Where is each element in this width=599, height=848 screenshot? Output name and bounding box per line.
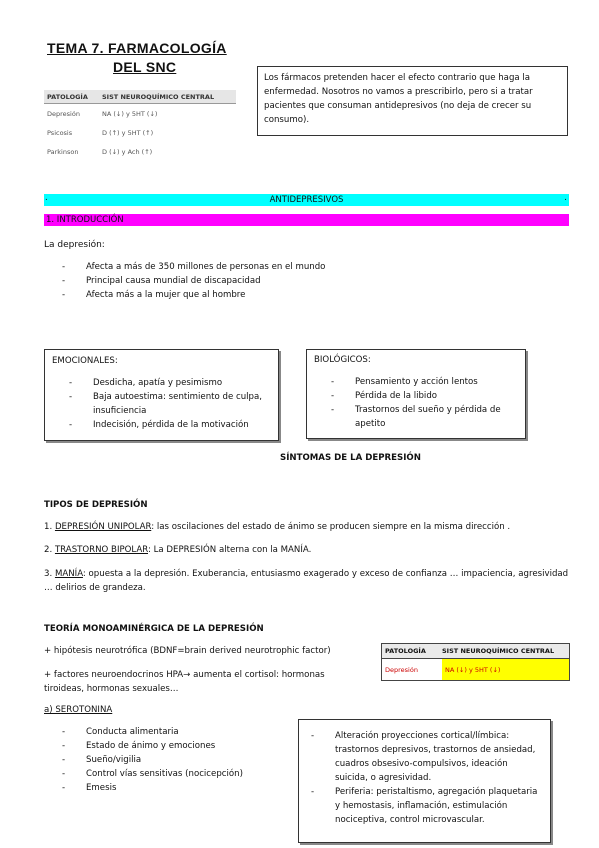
header-sistema: SIST NEUROQUÍMICO CENTRAL [442,647,555,655]
depresion-label: La depresión: [44,240,105,250]
cell-patologia: Depresión [385,665,418,674]
teoria-table [381,643,570,681]
section-bar-dot-left: . [45,193,48,203]
list-item: - Afecta a más de 350 millones de personas en el mundo [62,260,482,274]
list-item: - Periferia: peristaltismo, agregación plaquetaria y hemostasis, inflamación, estimulación nociceptiva, control microvascular. [311,785,540,827]
tipo-text: : las oscilaciones del estado de ánimo se producen siempre en la misma dirección . [151,522,511,532]
header-sistema: SIST NEUROQUÍMICO CENTRAL [102,92,215,101]
page-title-line2: DEL SNC [113,59,177,75]
patologia-table [44,90,236,161]
emocionales-box [44,349,279,441]
teoria-title: TEORÍA MONOAMINÉRGICA DE LA DEPRESIÓN [44,624,264,634]
page-title-line1: TEMA 7. FARMACOLOGÍA [47,40,227,56]
intro-note-box [257,66,568,136]
tipo-num: 1. [44,522,55,532]
teoria-line2: + factores neuroendocrinos HPA→ aumenta el cortisol: hormonas tiroideas, hormonas sexuales… [44,670,325,694]
sintomas-caption: SÍNTOMAS DE LA DEPRESIÓN [280,453,421,463]
cell-sistema: NA (↓) y 5HT (↓) [102,109,158,118]
section-bar-dot-right: . [564,193,567,203]
table-row [44,142,236,161]
list-item: - Indecisión, pérdida de la motivación [69,418,271,432]
biologicos-list [331,375,518,431]
tipo-term: DEPRESIÓN UNIPOLAR [54,522,152,532]
list-item: - Emesis [62,781,282,795]
tipo-num: 2. [44,545,55,555]
list-item: - Baja autoestima: sentimiento de culpa, insuficiencia [69,390,271,418]
list-item: - Control vías sensitivas (nocicepción) [62,767,282,781]
biologicos-title: BIOLÓGICOS: [314,355,371,365]
list-item: - Principal causa mundial de discapacidad [62,274,482,288]
biologicos-box [306,349,526,439]
tipo-term: TRASTORNO BIPOLAR [54,545,148,555]
list-item: - Trastornos del sueño y pérdida de apetito [331,403,518,431]
tipo-mania [44,567,574,595]
tipo-bipolar [44,545,574,555]
list-item: - Desdicha, apatía y pesimismo [69,376,271,390]
tipo-unipolar [44,522,574,532]
cell-patologia: Psicosis [47,128,73,137]
teoria-table-header [382,644,569,659]
cell-sistema: D (↑) y 5HT (↑) [102,128,154,137]
teoria-line1: + hipótesis neurotrófica (BDNF=brain derived neurotrophic factor) [44,646,331,656]
tipo-text: : opuesta a la depresión. Exuberancia, entusiasmo exagerado y exceso de confianza … impaciencia, agresividad … delirios de grandeza. [44,569,569,593]
header-patologia: PATOLOGÍA [385,647,426,655]
list-item: - Sueño/vigilia [62,753,282,767]
serotonina-box-list [311,729,540,827]
depresion-list [62,260,482,302]
cell-patologia: Depresión [47,109,80,118]
serotonina-list [62,725,282,795]
list-item: - Estado de ánimo y emociones [62,739,282,753]
serotonina-title: a) SEROTONINA [44,705,113,715]
emocionales-list [69,376,271,432]
table-row [44,123,236,142]
table-row [44,104,236,123]
serotonina-box [298,719,551,843]
tipo-term: MANÍA [54,569,83,579]
list-item: - Pensamiento y acción lentos [331,375,518,389]
list-item: - Conducta alimentaria [62,725,282,739]
intro-bar-label: 1. INTRODUCCIÓN [46,215,124,225]
emocionales-title: EMOCIONALES: [52,356,118,366]
list-item: - Alteración proyecciones cortical/límbica: trastornos depresivos, trastornos de ansiedad, cuadros obsesivo-compulsivos, ideación suicida, o agresividad. [311,729,540,785]
section-bar-antidepresivos [44,194,569,206]
cell-patologia: Parkinson [47,147,79,156]
cell-sistema: D (↓) y Ach (↑) [102,147,153,156]
list-item: - Pérdida de la libido [331,389,518,403]
patologia-table-header [44,90,236,104]
intro-note-text: Los fármacos pretenden hacer el efecto contrario que haga la enfermedad. Nosotros no vamos a prescribirlo, pero si a tratar pacientes que consuman antidepresivos (no deja de crecer su consumo). [264,73,533,125]
section-bar-introduccion [44,214,569,226]
tipos-title: TIPOS DE DEPRESIÓN [44,500,148,510]
table-row [382,659,569,680]
header-patologia: PATOLOGÍA [47,92,88,101]
tipo-num: 3. [44,569,55,579]
cell-sistema-highlight: NA (↓) y 5HT (↓) [442,659,569,680]
section-bar-label: ANTIDEPRESIVOS [269,195,344,205]
tipo-text: : La DEPRESIÓN alterna con la MANÍA. [148,545,312,555]
list-item: - Afecta más a la mujer que al hombre [62,288,482,302]
